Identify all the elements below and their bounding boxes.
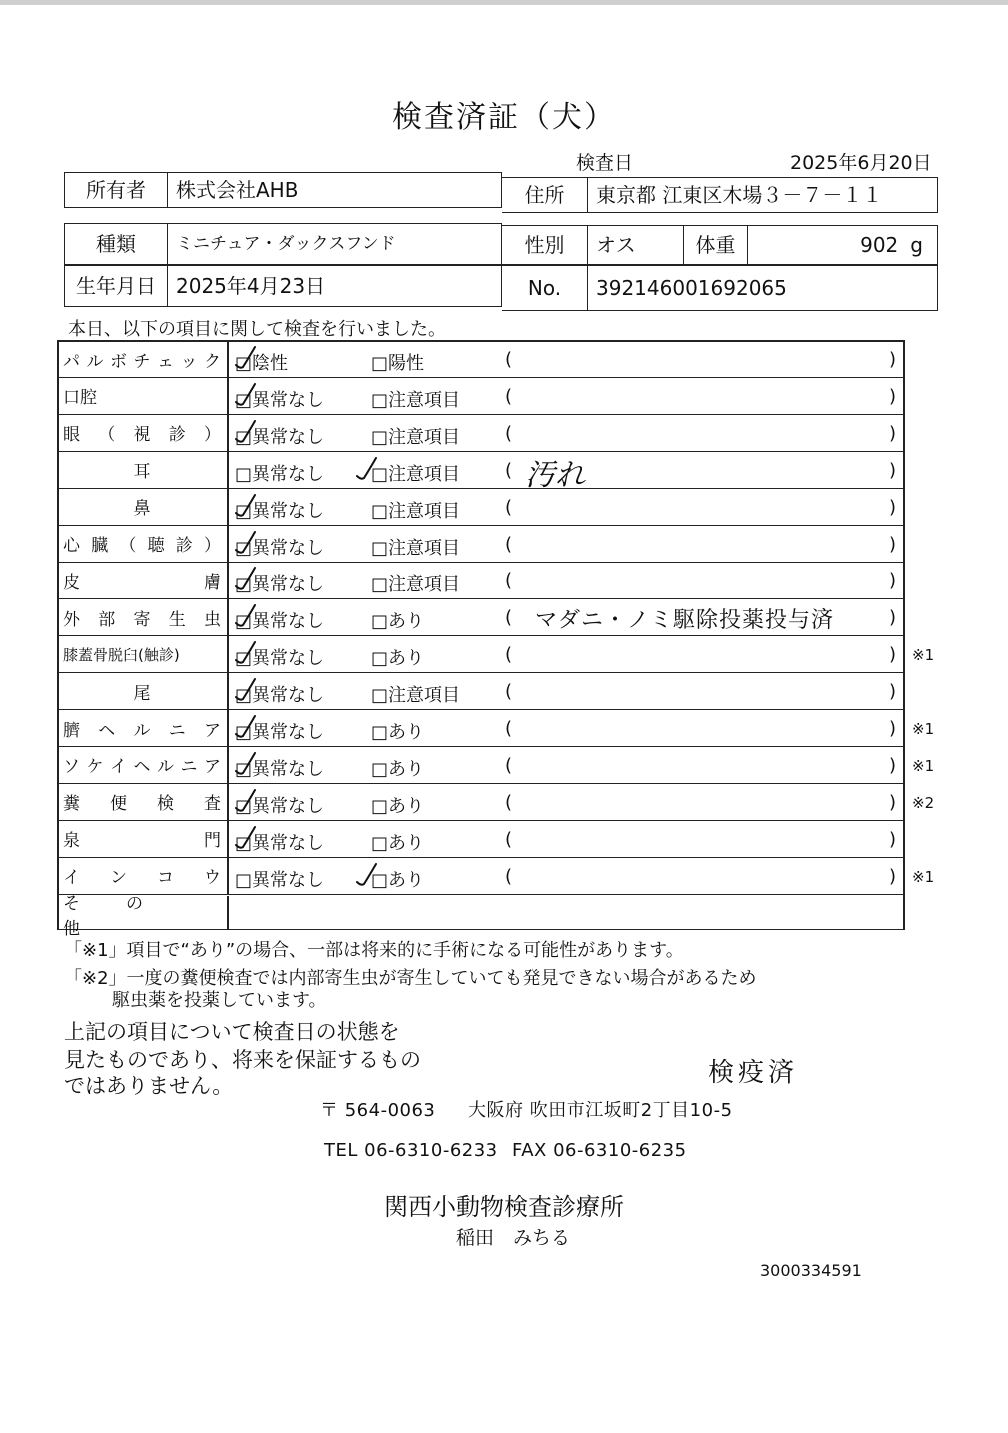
row-divider — [227, 896, 229, 929]
row-label-char: 視 — [133, 425, 151, 446]
note-paren-close: ) — [889, 496, 897, 518]
row-label-char: 臓 — [91, 536, 109, 556]
handwritten-note: 汚れ — [525, 457, 585, 493]
row-label — [57, 599, 227, 635]
owner-value: 株式会社AHB — [168, 172, 502, 208]
row-label-text: 尾 — [133, 683, 151, 704]
check-mark-icon — [234, 640, 256, 666]
option-normal-checkbox[interactable]: □異常なし — [235, 685, 325, 707]
note-paren-close: ) — [889, 570, 897, 592]
sex-value: オス — [588, 225, 684, 265]
option-abnormal-checkbox[interactable]: □注意項目 — [371, 574, 461, 596]
scan-edge — [0, 0, 1008, 5]
table-row — [57, 747, 935, 784]
option-abnormal-checkbox[interactable]: □注意項目 — [371, 426, 461, 448]
note-paren-open: ( — [505, 533, 513, 555]
note-paren-close: ) — [889, 607, 897, 629]
reference-mark: ※1 — [912, 867, 935, 886]
note-paren-open: ( — [505, 828, 513, 850]
row-label — [57, 821, 227, 857]
check-mark-icon — [234, 419, 256, 445]
table-row — [57, 415, 904, 452]
row-label-char: ア — [204, 757, 221, 778]
table-row — [57, 489, 904, 526]
table-row — [57, 378, 904, 415]
check-mark-icon — [355, 862, 377, 888]
row-label-char: 生 — [168, 609, 186, 630]
note-paren-close: ) — [889, 718, 897, 739]
option-abnormal-checkbox[interactable]: □注意項目 — [371, 685, 461, 707]
address-label: 住所 — [502, 177, 588, 213]
row-divider — [227, 415, 229, 451]
row-label-char: 検 — [157, 794, 174, 815]
row-label — [57, 452, 227, 488]
row-divider — [227, 784, 229, 820]
phone-number: TEL 06-6310-6233 — [324, 1140, 498, 1161]
table-row — [57, 821, 904, 858]
row-label-char: ソ — [63, 757, 80, 778]
footnote-2a: 「※2」一度の糞便検査では内部寄生虫が寄生していても発見できない場合があるため — [64, 968, 757, 989]
note-paren-open: ( — [505, 791, 513, 813]
weight-field — [748, 225, 938, 265]
row-label-text: 鼻 — [133, 499, 151, 520]
row-label-text: 膝蓋骨脱臼(触診) — [63, 645, 180, 664]
note-paren-close: ) — [889, 681, 897, 703]
row-label-char: （ — [119, 536, 137, 556]
note-paren-close: ) — [889, 828, 897, 850]
postal-code: 〒 564-0063 — [320, 1100, 436, 1121]
row-label-char: 心 — [63, 536, 80, 556]
option-normal-checkbox[interactable]: □異常なし — [235, 574, 325, 596]
row-label — [57, 378, 227, 414]
row-label-char: 診 — [168, 425, 186, 446]
row-label — [57, 562, 227, 598]
note-paren-open: ( — [505, 754, 513, 776]
option-normal-checkbox[interactable]: □異常なし — [235, 648, 325, 670]
row-label-char: ニ — [168, 720, 186, 741]
note-paren-close: ) — [889, 349, 897, 370]
note-paren-close: ) — [889, 644, 897, 666]
check-mark-icon — [234, 493, 256, 519]
row-label-char: 眼 — [63, 425, 80, 446]
row-divider — [227, 562, 229, 598]
row-label-char: 部 — [98, 609, 116, 630]
row-label-char: ニ — [180, 757, 198, 778]
option-normal-checkbox[interactable]: □異常なし — [235, 537, 325, 559]
row-label-char: ） — [204, 425, 221, 446]
fax-number: FAX 06-6310-6235 — [512, 1140, 687, 1161]
row-label-char: チ — [133, 351, 151, 372]
row-label-char: ェ — [157, 351, 174, 372]
row-divider — [227, 747, 229, 783]
no-label: No. — [502, 265, 588, 311]
check-mark-icon — [234, 714, 256, 740]
option-normal-checkbox[interactable]: □異常なし — [235, 832, 325, 854]
other-label: その他 — [63, 894, 189, 939]
quarantine-stamp: 検疫済 — [708, 1058, 799, 1088]
option-normal-checkbox[interactable]: □異常なし — [235, 758, 325, 780]
option-normal-checkbox[interactable]: □異常なし — [235, 500, 325, 522]
row-divider — [227, 341, 229, 377]
sex-label: 性別 — [502, 225, 588, 265]
note-paren-open: ( — [505, 496, 513, 518]
note-paren-open: ( — [505, 385, 513, 407]
table-row — [57, 452, 904, 493]
note-paren-open: ( — [505, 459, 513, 481]
check-mark-icon — [234, 345, 256, 371]
option-normal-checkbox[interactable]: □異常なし — [235, 389, 325, 411]
row-label-char: 便 — [110, 794, 127, 815]
note-paren-close: ) — [889, 422, 897, 444]
weight-label: 体重 — [684, 225, 748, 265]
inspection-date-label: 検査日 — [576, 152, 634, 174]
row-label-char: 外 — [63, 609, 80, 630]
reference-mark: ※1 — [912, 720, 935, 738]
note-paren-close: ) — [889, 865, 897, 887]
row-label — [57, 636, 227, 672]
row-label-char: パ — [63, 351, 80, 372]
note-paren-close: ) — [889, 459, 897, 481]
option-abnormal-checkbox[interactable]: □あり — [371, 869, 425, 891]
row-label-char: ） — [203, 536, 221, 556]
row-label-char: 門 — [204, 831, 221, 852]
option-normal-checkbox[interactable]: □異常なし — [235, 463, 325, 485]
check-mark-icon — [234, 788, 256, 814]
row-label-char: ッ — [180, 351, 198, 372]
check-mark-icon — [234, 530, 256, 556]
row-divider — [227, 858, 229, 894]
table-row — [57, 562, 904, 599]
check-mark-icon — [234, 382, 256, 408]
no-value: 392146001692065 — [588, 265, 938, 311]
row-label-char: ク — [204, 351, 221, 372]
check-mark-icon — [234, 603, 256, 629]
row-label-char: 皮 — [63, 572, 80, 593]
row-label-char: コ — [157, 868, 174, 889]
table-row — [57, 673, 904, 710]
disclaimer-line-2: 見たものであり、将来を保証するもの — [64, 1048, 421, 1072]
birth-value: 2025年4月23日 — [168, 265, 502, 307]
note-paren-open: ( — [505, 865, 513, 887]
row-label — [57, 341, 227, 377]
row-label — [57, 526, 227, 562]
row-label-text: 耳 — [133, 462, 151, 483]
row-label-char: 虫 — [204, 609, 221, 630]
row-label-char: （ — [98, 425, 116, 446]
option-abnormal-checkbox[interactable]: □注意項目 — [371, 389, 461, 411]
footnote-1: 「※1」項目で“あり”の場合、一部は将来的に手術になる可能性があります。 — [64, 940, 684, 961]
row-label-char: ル — [157, 757, 174, 778]
check-mark-icon — [234, 677, 256, 703]
table-row — [57, 599, 904, 636]
row-divider — [227, 489, 229, 525]
option-normal-checkbox[interactable]: □陰性 — [235, 353, 289, 374]
weight-value: 902 — [860, 233, 899, 257]
row-divider — [227, 636, 229, 672]
inspection-date: 2025年6月20日 — [790, 152, 932, 174]
option-abnormal-checkbox[interactable]: □注意項目 — [371, 537, 461, 559]
option-abnormal-checkbox[interactable]: □注意項目 — [371, 463, 461, 485]
disclaimer-line-1: 上記の項目について検査日の状態を — [64, 1020, 400, 1044]
serial-number: 3000334591 — [760, 1261, 862, 1280]
row-label-char: イ — [63, 868, 80, 889]
reference-mark: ※1 — [912, 756, 935, 775]
row-label-char: ヘ — [98, 720, 116, 741]
row-note: マダニ・ノミ駆除投薬投与済 — [535, 608, 835, 634]
row-label — [57, 489, 227, 525]
row-divider — [227, 378, 229, 414]
note-paren-open: ( — [505, 681, 513, 703]
table-row-other — [57, 894, 904, 939]
row-label-char: 糞 — [63, 794, 80, 815]
row-label-char: 査 — [204, 794, 221, 815]
note-paren-close: ) — [889, 754, 897, 776]
row-divider — [227, 599, 229, 635]
weight-unit: g — [910, 233, 923, 257]
row-label-char: ケ — [86, 757, 104, 778]
row-label — [57, 673, 227, 709]
breed-label: 種類 — [64, 223, 168, 265]
row-label — [57, 747, 227, 783]
row-label — [57, 784, 227, 820]
reference-mark: ※1 — [912, 646, 935, 665]
option-abnormal-checkbox[interactable]: □あり — [371, 795, 425, 817]
row-label — [57, 415, 227, 451]
birth-label: 生年月日 — [64, 265, 168, 307]
address-value: 東京都 江東区木場３－７－１１ — [588, 177, 938, 213]
row-divider — [227, 821, 229, 857]
institution-address: 大阪府 吹田市江坂町2丁目10-5 — [468, 1100, 733, 1121]
intro-text: 本日、以下の項目に関して検査を行いました。 — [68, 319, 446, 340]
row-divider — [227, 710, 229, 746]
note-paren-close: ) — [889, 385, 897, 407]
check-mark-icon — [234, 566, 256, 592]
row-label-char: 聴 — [147, 536, 165, 556]
table-row — [57, 341, 904, 378]
row-label-char: ウ — [204, 868, 221, 889]
option-abnormal-checkbox[interactable]: □陽性 — [371, 353, 425, 374]
row-label-char: ボ — [110, 351, 127, 372]
row-label-char: 寄 — [133, 609, 151, 630]
option-normal-checkbox[interactable]: □異常なし — [235, 869, 325, 891]
row-label-char: 診 — [175, 536, 193, 556]
option-normal-checkbox[interactable]: □異常なし — [235, 426, 325, 448]
row-label-char: ル — [86, 351, 104, 372]
table-row — [57, 636, 935, 673]
row-divider — [227, 526, 229, 562]
option-normal-checkbox[interactable]: □異常なし — [235, 611, 325, 633]
check-mark-icon — [355, 456, 377, 482]
row-label-char: 臍 — [63, 720, 80, 741]
row-label-char: ヘ — [133, 757, 151, 778]
row-label-char: 泉 — [63, 831, 80, 852]
document-title: 検査済証（犬） — [392, 100, 616, 135]
option-abnormal-checkbox[interactable]: □あり — [371, 648, 425, 670]
note-paren-open: ( — [505, 422, 513, 444]
option-normal-checkbox[interactable]: □異常なし — [235, 722, 325, 743]
option-normal-checkbox[interactable]: □異常なし — [235, 795, 325, 817]
disclaimer-line-3: ではありません。 — [64, 1074, 234, 1098]
breed-value: ミニチュア・ダックスフンド — [168, 223, 502, 265]
note-paren-open: ( — [505, 607, 513, 629]
row-divider — [227, 452, 229, 488]
table-row — [57, 526, 904, 563]
row-label — [57, 710, 227, 746]
note-paren-open: ( — [505, 349, 513, 370]
table-row — [57, 710, 935, 747]
table-row — [57, 784, 935, 821]
owner-label: 所有者 — [64, 172, 168, 208]
row-label-char: 膚 — [204, 572, 221, 593]
check-mark-icon — [234, 825, 256, 851]
note-paren-open: ( — [505, 718, 513, 739]
note-paren-close: ) — [889, 533, 897, 555]
footnote-2b: 駆虫薬を投薬しています。 — [112, 990, 327, 1011]
row-label-char: ン — [110, 868, 127, 889]
note-paren-open: ( — [505, 570, 513, 592]
institution-name: 関西小動物検査診療所 — [384, 1193, 624, 1221]
option-abnormal-checkbox[interactable]: □注意項目 — [371, 500, 461, 522]
option-abnormal-checkbox[interactable]: □あり — [371, 758, 425, 780]
row-divider — [227, 673, 229, 709]
row-label-char: イ — [110, 757, 127, 778]
reference-mark: ※2 — [912, 793, 935, 812]
inspector-name: 稲田 みちる — [456, 1227, 571, 1249]
row-label-char: ル — [133, 720, 151, 741]
row-label-other — [57, 894, 227, 939]
note-paren-close: ) — [889, 791, 897, 813]
row-label-char: ア — [204, 720, 221, 741]
option-abnormal-checkbox[interactable]: □あり — [371, 722, 425, 743]
note-paren-open: ( — [505, 644, 513, 666]
option-abnormal-checkbox[interactable]: □あり — [371, 832, 425, 854]
row-label-text: 口腔 — [63, 388, 97, 409]
option-abnormal-checkbox[interactable]: □あり — [371, 611, 425, 633]
check-mark-icon — [234, 751, 256, 777]
